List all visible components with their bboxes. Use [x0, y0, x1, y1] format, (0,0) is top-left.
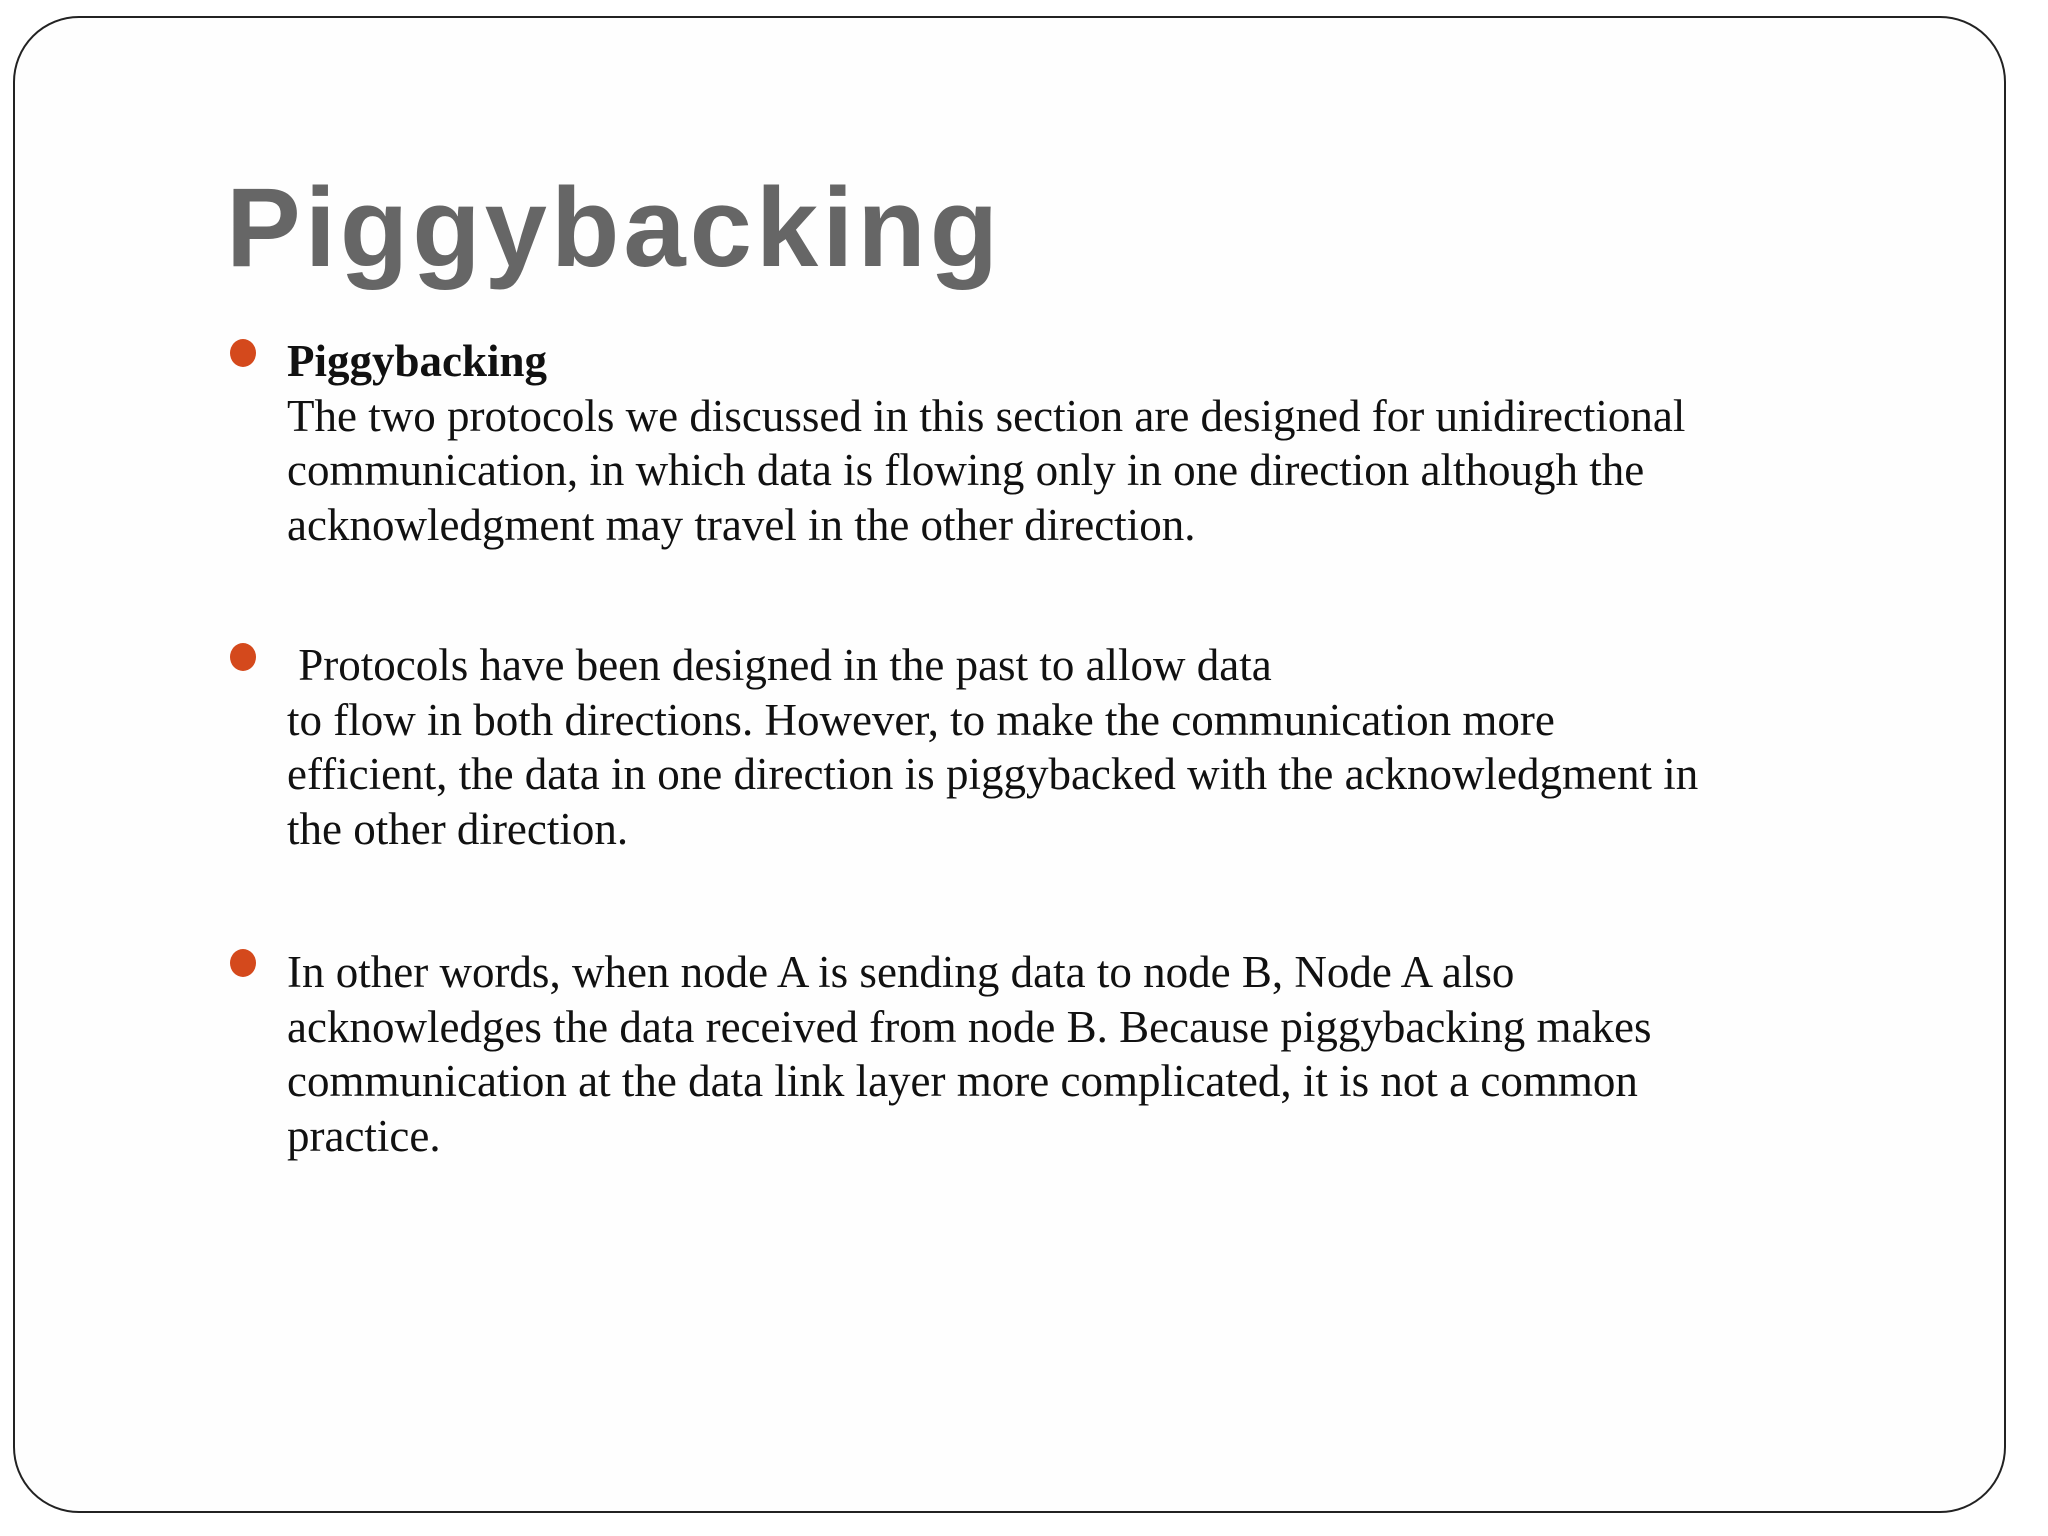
bullet-icon — [230, 339, 256, 367]
bullet-paragraph-2 — [287, 638, 1698, 856]
bullet-icon — [230, 643, 256, 671]
text-line: communication, in which data is flowing only in one direction although the — [287, 445, 1645, 495]
text-line: practice. — [287, 1110, 441, 1161]
bullet-icon — [230, 949, 256, 977]
bullet-paragraph-1 — [287, 334, 1685, 552]
text-line: efficient, the data in one direction is piggybacked with the acknowledgment in — [287, 749, 1699, 799]
text-line: acknowledges the data received from node B. Because piggybacking makes — [287, 1001, 1652, 1052]
slide-title: Piggybacking — [226, 165, 1003, 290]
text-line: communication at the data link layer more complicated, it is not a common — [287, 1056, 1638, 1106]
text-line: In other words, when node A is sending data to node B, Node A also — [287, 947, 1515, 997]
bullet-heading: Piggybacking — [287, 336, 548, 386]
text-line: to flow in both directions. However, to make the communication more — [287, 694, 1555, 745]
text-line: acknowledgment may travel in the other direction. — [287, 499, 1196, 550]
text-line: The two protocols we discussed in this section are designed for unidirectional — [287, 390, 1686, 441]
text-line: Protocols have been designed in the past to allow data — [287, 640, 1272, 690]
text-line: the other direction. — [287, 803, 629, 854]
bullet-paragraph-3 — [287, 945, 1652, 1163]
